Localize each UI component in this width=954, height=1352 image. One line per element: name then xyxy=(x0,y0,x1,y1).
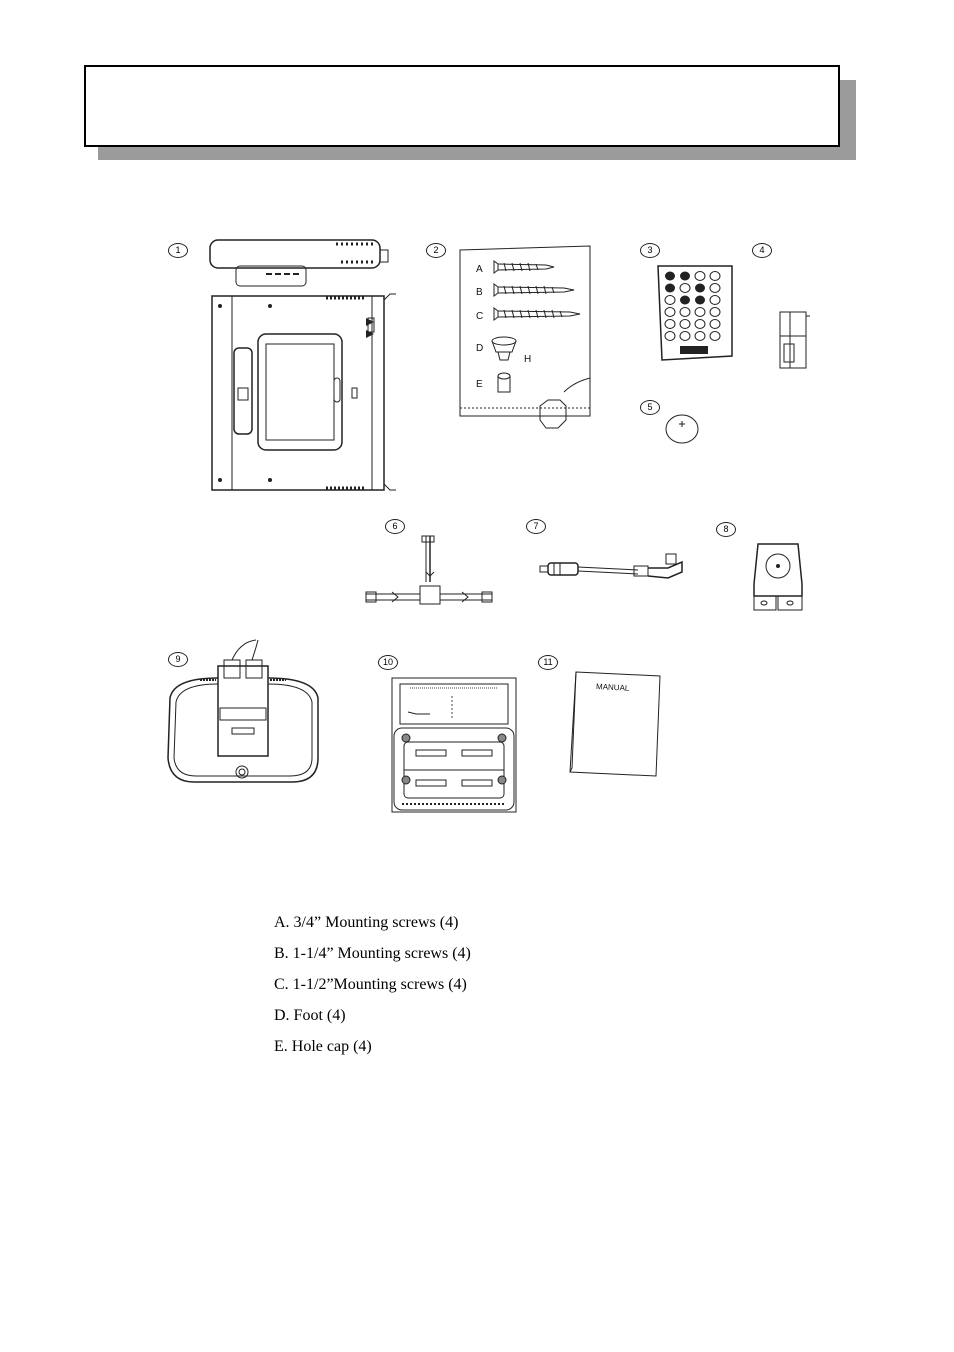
part-9-loop-antenna-illustration xyxy=(164,638,324,786)
remote-button xyxy=(680,272,690,281)
part-8-bracket-illustration xyxy=(750,540,806,612)
part-4-connector-illustration xyxy=(776,308,810,374)
remote-button xyxy=(680,296,690,305)
part-6-power-harness-illustration xyxy=(362,534,498,612)
part-6-number: 6 xyxy=(385,519,405,534)
hardware-letter-d: D xyxy=(476,343,484,354)
part-7-av-cable-illustration xyxy=(538,550,688,584)
remote-button xyxy=(710,332,720,341)
remote-button xyxy=(695,296,705,305)
foot-d-icon xyxy=(492,337,516,360)
remote-button xyxy=(680,320,690,329)
screw-list-item-b: B. 1-1/4” Mounting screws (4) xyxy=(274,945,471,962)
remote-button xyxy=(665,332,675,341)
remote-button xyxy=(695,320,705,329)
remote-button xyxy=(710,296,720,305)
screw-a-icon xyxy=(494,261,554,273)
part-2-hardware-bag-illustration xyxy=(456,242,596,432)
part-11-number: 11 xyxy=(538,655,558,670)
remote-button xyxy=(695,308,705,317)
remote-button xyxy=(710,284,720,293)
remote-button xyxy=(680,284,690,293)
hardware-letter-e: E xyxy=(476,379,483,390)
hole-cap-e-icon xyxy=(498,373,510,392)
remote-button xyxy=(665,296,675,305)
part-4-number: 4 xyxy=(752,243,772,258)
part-1-number: 1 xyxy=(168,243,188,258)
remote-button xyxy=(710,320,720,329)
remote-button xyxy=(665,272,675,281)
remote-button xyxy=(695,272,705,281)
part-2-number: 2 xyxy=(426,243,446,258)
screw-list-item-e: E. Hole cap (4) xyxy=(274,1038,372,1055)
part-1-main-unit-illustration xyxy=(206,238,406,494)
remote-button xyxy=(665,320,675,329)
screw-b-icon xyxy=(494,284,574,296)
hardware-letter-b: B xyxy=(476,287,483,298)
manual-cover-text: MANUAL xyxy=(595,682,630,693)
screw-list-item-c: C. 1-1/2”Mounting screws (4) xyxy=(274,976,467,993)
part-3-remote-control-illustration xyxy=(656,264,736,360)
remote-button xyxy=(710,308,720,317)
remote-button xyxy=(680,332,690,341)
part-7-number: 7 xyxy=(526,519,546,534)
screw-list xyxy=(274,910,471,1065)
remote-button xyxy=(665,308,675,317)
part-10-number: 10 xyxy=(378,655,398,670)
screw-list-item-a: A. 3/4” Mounting screws (4) xyxy=(274,914,459,931)
remote-button xyxy=(680,308,690,317)
hardware-letter-c: C xyxy=(476,311,484,322)
remote-button xyxy=(695,332,705,341)
remote-button xyxy=(665,284,675,293)
part-5-number: 5 xyxy=(640,400,660,415)
part-3-number: 3 xyxy=(640,243,660,258)
screw-list-item-d: D. Foot (4) xyxy=(274,1007,346,1024)
remote-button xyxy=(695,284,705,293)
foot-callout: H xyxy=(524,354,532,365)
part-9-number: 9 xyxy=(168,652,188,667)
header-box xyxy=(84,65,840,147)
part-8-number: 8 xyxy=(716,522,736,537)
part-11-manual-illustration xyxy=(566,668,662,778)
part-5-battery-illustration xyxy=(664,413,700,445)
hardware-letter-a: A xyxy=(476,264,483,275)
part-10-mounting-template-illustration xyxy=(390,676,518,814)
remote-button xyxy=(710,272,720,281)
screw-c-icon xyxy=(494,308,580,320)
